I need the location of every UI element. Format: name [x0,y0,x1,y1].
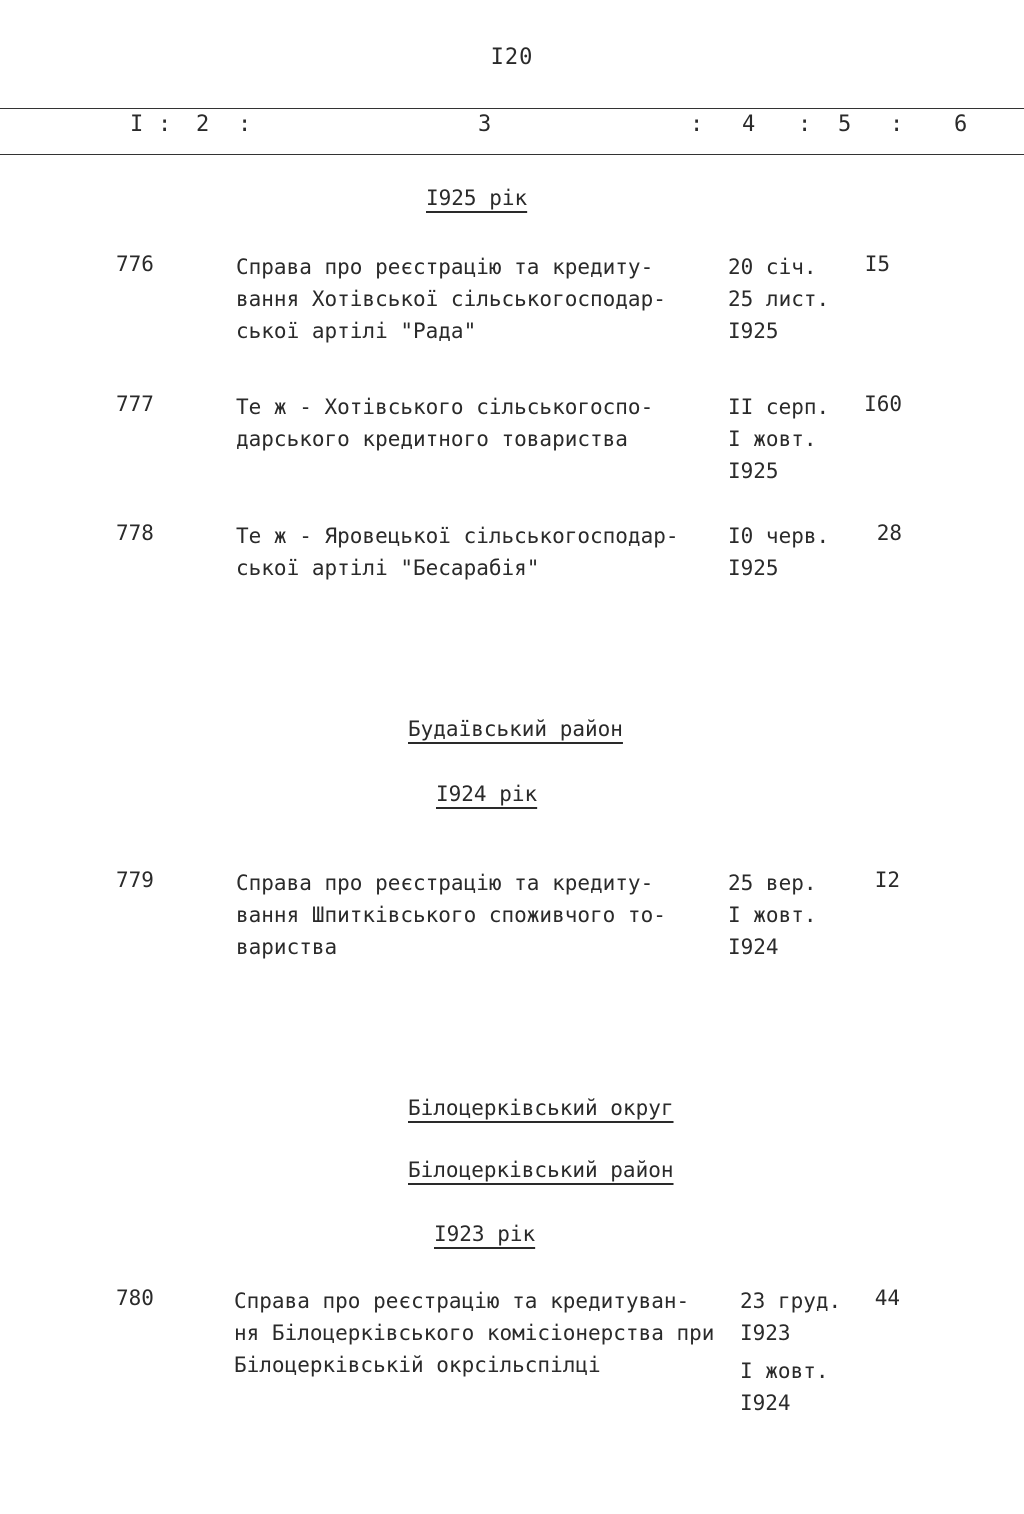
column-separator: : [798,112,812,137]
date-line: I925 [728,556,779,580]
section-heading-bilotserkivskyi-raion: Білоцерківський район [408,1158,674,1182]
entry-number: 776 [116,252,154,276]
date-line: I жовт. [728,427,817,451]
date-line: I924 [728,935,779,959]
description-line: ської артілі "Бесарабія" [236,556,540,580]
entry-description [236,391,653,455]
entry-number: 777 [116,392,154,416]
date-line: 23 груд. [740,1289,842,1313]
column-separator: : [890,112,904,137]
entry-description [234,1285,714,1381]
column-6-label: 6 [954,112,968,137]
date-line: 20 січ. [728,255,817,279]
date-line: I жовт. [740,1359,829,1383]
entry-dates [728,520,829,584]
column-1-label: I [130,112,144,137]
column-2-label: 2 [196,112,210,137]
date-line: I924 [740,1391,791,1415]
date-line: I925 [728,319,779,343]
page-number: I20 [490,45,534,70]
entry-dates [728,251,829,347]
description-line: ської артілі "Рада" [236,319,477,343]
description-line: Те ж - Яровецької сільськогосподар- [236,524,679,548]
date-line: 25 лист. [728,287,830,311]
header-bottom-rule [0,154,1024,155]
entry-number: 778 [116,521,154,545]
description-line: Справа про реєстрацію та кредиту- [236,255,654,279]
entry-dates [740,1285,841,1419]
column-separator: : [238,112,252,137]
description-line: вариства [236,935,338,959]
date-line: I925 [728,459,779,483]
description-line: вання Шпитківського споживчого то- [236,903,666,927]
column-5-label: 5 [838,112,852,137]
date-line: II серп. [728,395,830,419]
entry-dates [728,867,817,963]
entry-sheet-count: 28 [876,521,902,545]
section-heading-budaivskyi-raion: Будаївський район [408,717,623,741]
description-line: дарського кредитного товариства [236,427,628,451]
description-line: Справа про реєстрацію та кредиту- [236,871,654,895]
section-heading-bilotserkivskyi-okruh: Білоцерківський округ [408,1096,674,1120]
section-heading-year-1924: I924 рік [436,782,538,806]
header-top-rule [0,108,1024,109]
section-heading-year-1925: I925 рік [426,186,528,210]
entry-description [236,867,666,963]
date-line: I жовт. [728,903,817,927]
date-line: 25 вер. [728,871,817,895]
entry-number: 779 [116,868,154,892]
entry-description [236,251,666,347]
description-line: ня Білоцерківського комісіонерства при [234,1321,715,1345]
column-separator: : [158,112,172,137]
entry-sheet-count: I5 [864,252,890,276]
column-4-label: 4 [742,112,756,137]
description-line: Справа про реєстрацію та кредитуван- [234,1289,690,1313]
date-line: I0 черв. [728,524,830,548]
column-3-label: 3 [478,112,492,137]
entry-sheet-count: I60 [864,392,902,416]
description-line: Те ж - Хотівського сільськогоспо- [236,395,654,419]
entry-sheet-count: I2 [874,868,900,892]
section-heading-year-1923: I923 рік [434,1222,536,1246]
entry-dates [728,391,829,487]
description-line: вання Хотівської сільськогосподар- [236,287,666,311]
description-line: Білоцерківській окрсільспілці [234,1353,601,1377]
date-line: I923 [740,1321,791,1345]
entry-sheet-count: 44 [874,1286,900,1310]
column-separator: : [690,112,704,137]
entry-description [236,520,679,584]
entry-number: 780 [116,1286,154,1310]
